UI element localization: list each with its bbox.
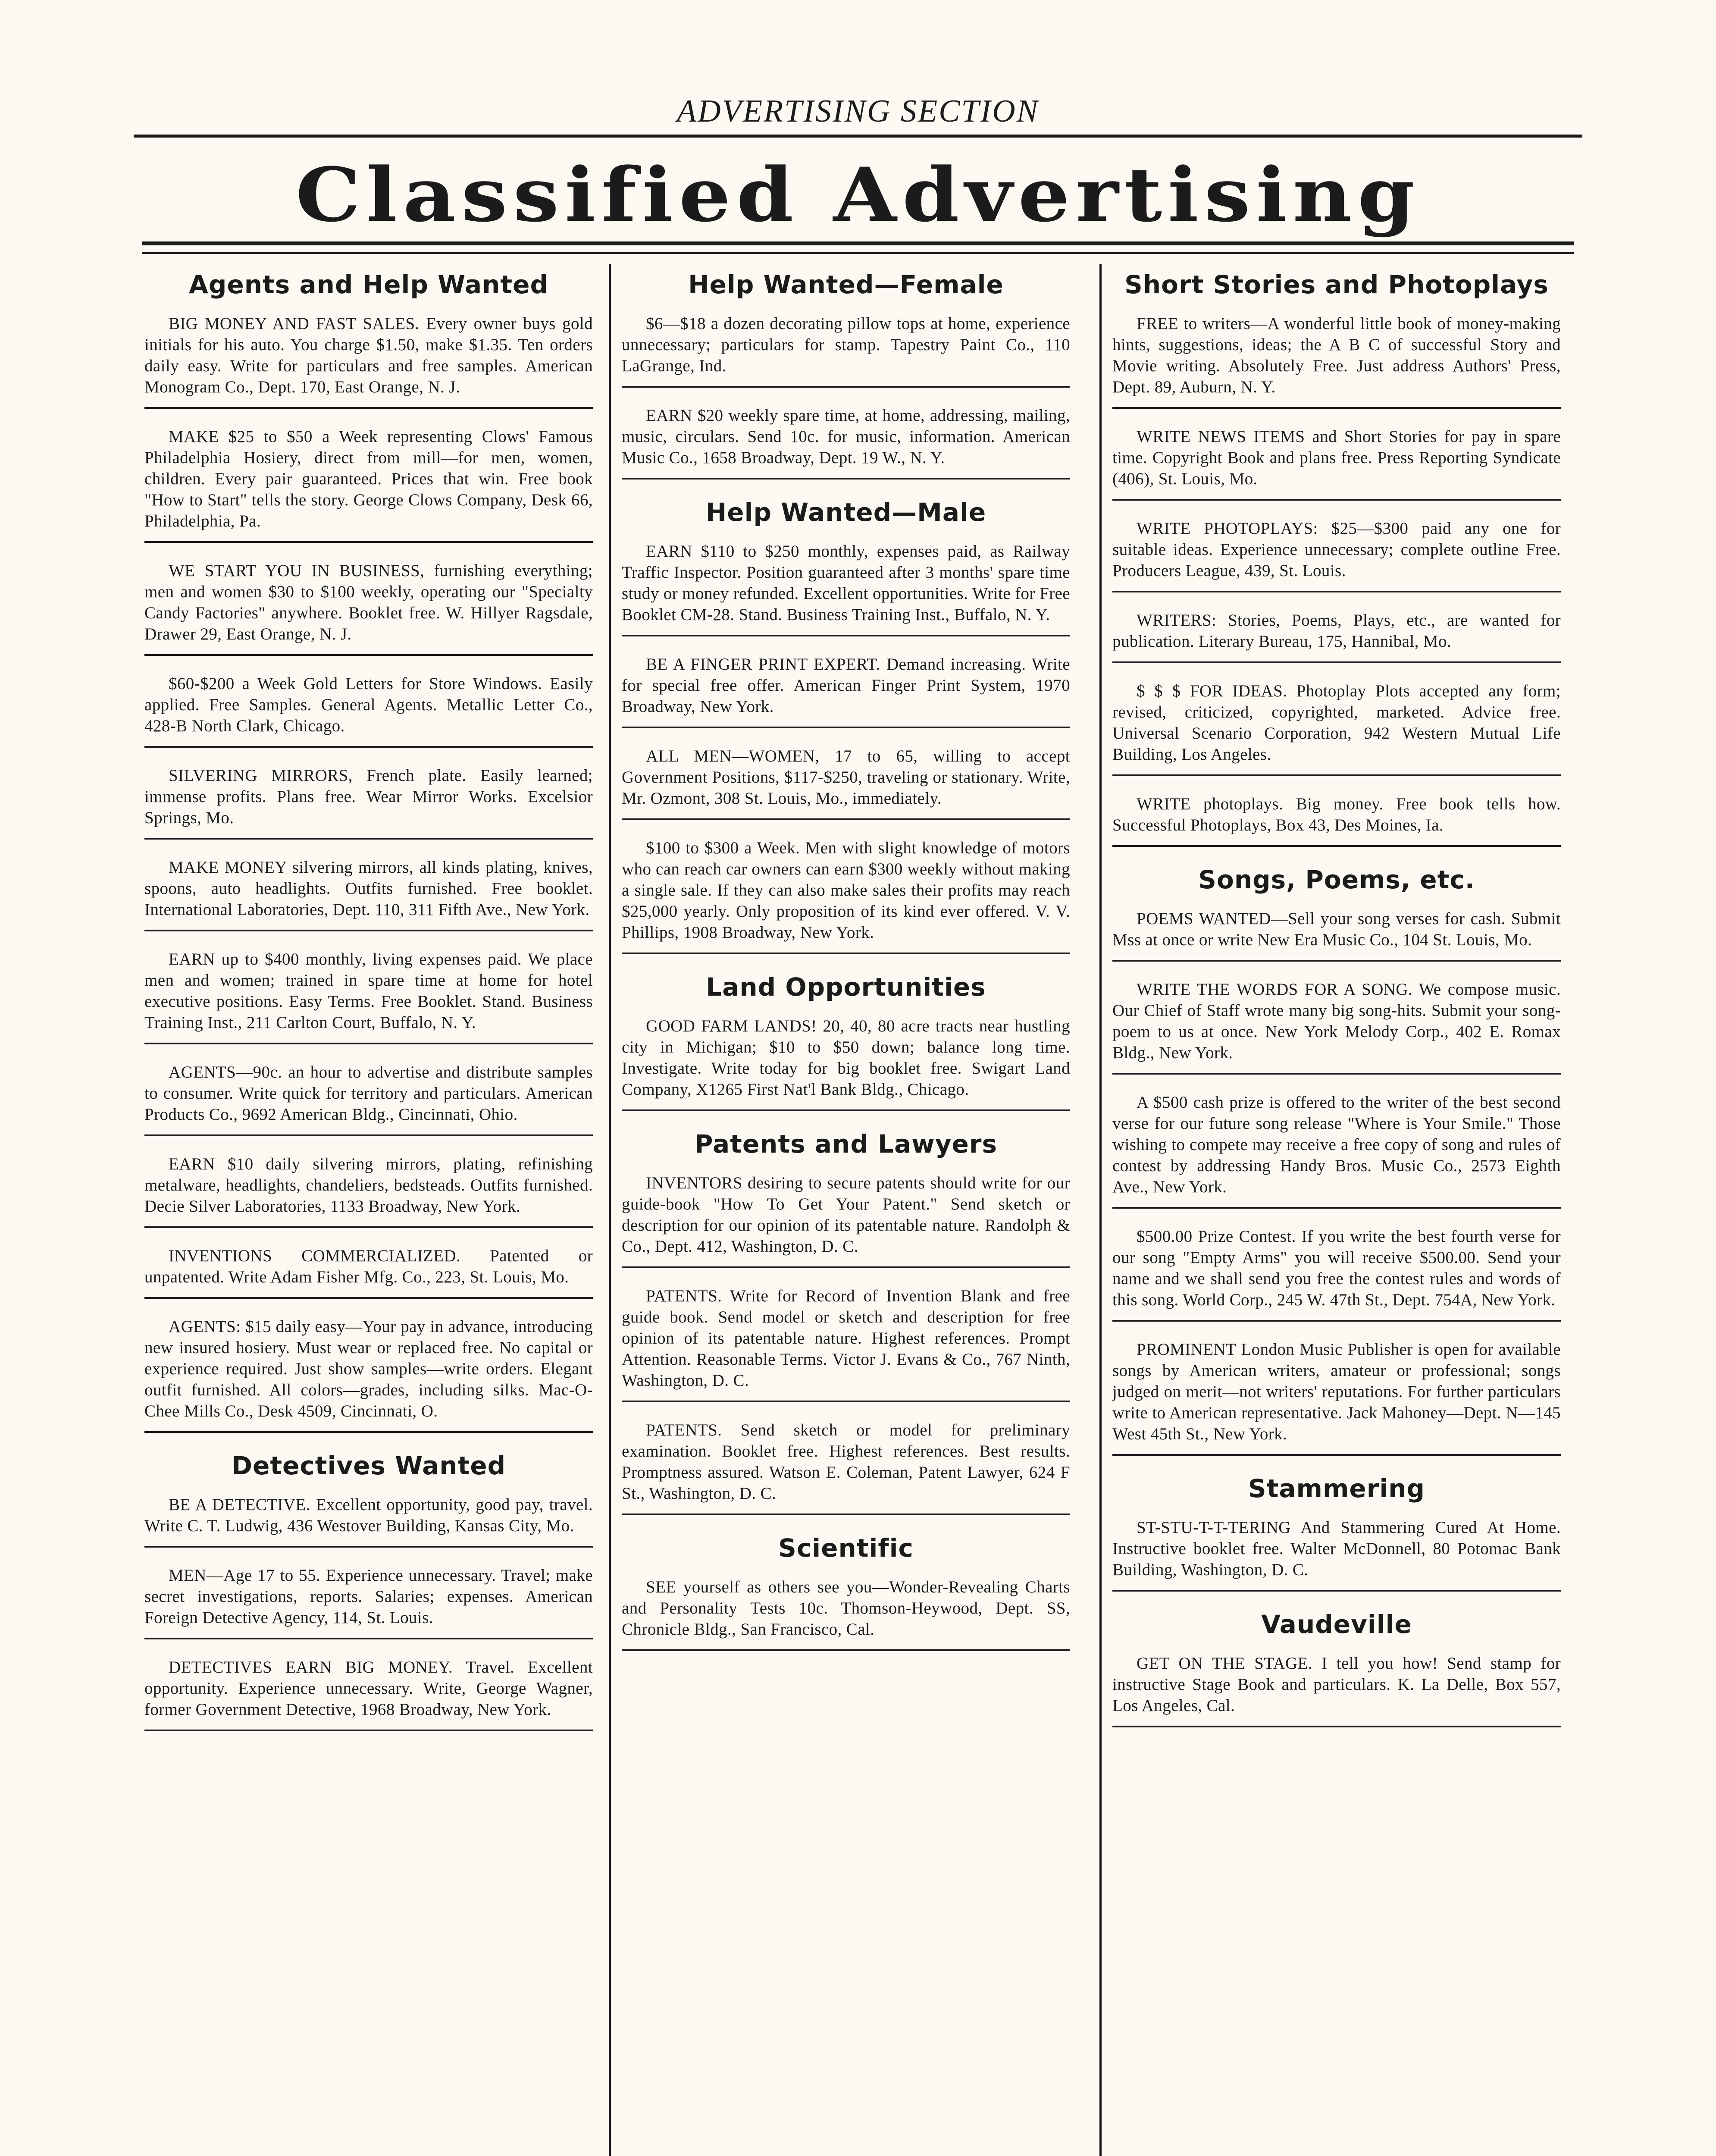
classified-ad: MAKE MONEY silvering mirrors, all kinds plating, knives, spoons, auto headlights. Outfits furnished. Free booklet. International Laboratories, Dept. 110, 311 Fifth Ave., New York. — [144, 858, 593, 919]
classified-ad: PATENTS. Write for Record of Invention Blank and free guide book. Send model or sketch and description for free opinion of its patentable nature. Highest references. Prompt Attention. Reasonable Terms. Victor J. Evans & Co., 767 Ninth, Washington, D. C. — [622, 1287, 1070, 1390]
classified-ad: MAKE $25 to $50 a Week representing Clows' Famous Philadelphia Hosiery, direct from mill—for men, women, children. Every pair guaranteed. Prices that win. Free book "How to Start" tells the story. George Clows Company, Desk 66, Philadelphia, Pa. — [144, 427, 593, 530]
ad-divider — [1112, 960, 1561, 962]
ad-divider — [622, 818, 1070, 820]
ad-divider — [1112, 1073, 1561, 1075]
title-rule-thick — [142, 241, 1574, 245]
classified-ad: INVENTORS desiring to secure patents should write for our guide-book "How To Get Your Patent." Send sketch or description for our opinion of its patentable nature. Randolph & Co., Dept. 412, Washington, D. C. — [622, 1174, 1070, 1256]
classified-ad: AGENTS: $15 daily easy—Your pay in advance, introducing new insured hosiery. Must wear or replaced free. No capital or experience required. Just show samples—write orders. Elegant outfit furnished. All colors—grades, including silks. Mac-O-Chee Mills Co., Desk 4509, Cincinnati, O. — [144, 1317, 593, 1420]
classified-ad: WE START YOU IN BUSINESS, furnishing everything; men and women $30 to $100 weekly, operating our "Specialty Candy Factories" anywhere. Booklet free. W. Hillyer Ragsdale, Drawer 29, East Orange, N. J. — [144, 561, 593, 643]
classified-ad: POEMS WANTED—Sell your song verses for cash. Submit Mss at once or write New Era Music Co., 104 St. Louis, Mo. — [1112, 909, 1561, 949]
ad-divider — [144, 930, 593, 931]
ad-divider — [144, 541, 593, 543]
classified-ad: BE A DETECTIVE. Excellent opportunity, good pay, travel. Write C. T. Ludwig, 436 Westover Building, Kansas City, Mo. — [144, 1495, 593, 1535]
classified-ad: $500.00 Prize Contest. If you write the best fourth verse for our song "Empty Arms" you will receive $500.00. Send your name and we shall send you free the contest rules and words of this song. World Corp., 245 W. 47th St., Dept. 754A, New York. — [1112, 1227, 1561, 1309]
classified-ad: EARN $20 weekly spare time, at home, addressing, mailing, music, circulars. Send 10c. for music, information. American Music Co., 1658 Broadway, Dept. 19 W., N. Y. — [622, 406, 1070, 467]
ad-divider — [1112, 774, 1561, 776]
ad-divider — [622, 1109, 1070, 1111]
classified-ad: EARN $10 daily silvering mirrors, plating, refinishing metalware, headlights, chandeliers, bedsteads. Outfits furnished. Decie Silver Laboratories, 1133 Broadway, New York. — [144, 1155, 593, 1216]
ad-divider — [622, 1649, 1070, 1651]
classified-ad: EARN $110 to $250 monthly, expenses paid, as Railway Traffic Inspector. Position guaranteed after 3 months' spare time study or money refunded. Excellent opportunities. Write for Free Booklet CM-28. Stand. Business Training Inst., Buffalo, N. Y. — [622, 542, 1070, 624]
ad-divider — [622, 635, 1070, 636]
classified-ad: WRITE PHOTOPLAYS: $25—$300 paid any one for suitable ideas. Experience unnecessary; complete outline Free. Producers League, 439, St. Louis. — [1112, 519, 1561, 580]
ad-divider — [1112, 1590, 1561, 1592]
ad-divider — [144, 1431, 593, 1433]
ad-divider — [1112, 499, 1561, 501]
ad-divider — [144, 1638, 593, 1639]
category-heading: Detectives Wanted — [231, 1451, 506, 1480]
classified-ad: $100 to $300 a Week. Men with slight knowledge of motors who can reach car owners can earn $300 weekly without making a single sale. If they can also make sales their profits may reach $25,000 yearly. Only proposition of its kind ever offered. V. V. Phillips, 1908 Broadway, New York. — [622, 839, 1070, 942]
ad-divider — [144, 1546, 593, 1548]
classified-ad: GET ON THE STAGE. I tell you how! Send stamp for instructive Stage Book and particulars. K. La Delle, Box 557, Los Angeles, Cal. — [1112, 1654, 1561, 1715]
ad-divider — [622, 1514, 1070, 1515]
title-rule-thin — [142, 252, 1574, 254]
page-title: Classified Advertising — [295, 151, 1421, 238]
classified-ad: WRITE NEWS ITEMS and Short Stories for pay in spare time. Copyright Book and plans free. Press Reporting Syndicate (406), St. Louis, Mo. — [1112, 427, 1561, 488]
ad-divider — [622, 1266, 1070, 1268]
classified-ad: WRITE photoplays. Big money. Free book tells how. Successful Photoplays, Box 43, Des Moines, Ia. — [1112, 795, 1561, 834]
ad-divider — [1112, 1726, 1561, 1727]
ad-divider — [622, 727, 1070, 728]
ad-divider — [144, 1043, 593, 1044]
ad-divider — [144, 746, 593, 748]
classified-ad: GOOD FARM LANDS! 20, 40, 80 acre tracts near hustling city in Michigan; $10 to $50 down; balance long time. Investigate. Write today for big booklet free. Swigart Land Company, X1265 First Nat'l Bank Bldg., Chicago. — [622, 1017, 1070, 1099]
ad-divider — [622, 953, 1070, 954]
category-heading: Vaudeville — [1261, 1610, 1412, 1639]
classified-ad: ALL MEN—WOMEN, 17 to 65, willing to accept Government Positions, $117-$250, traveling or stationary. Write, Mr. Ozmont, 308 St. Louis, Mo., immediately. — [622, 747, 1070, 808]
classified-ad: BIG MONEY AND FAST SALES. Every owner buys gold initials for his auto. You charge $1.50, make $1.35. Ten orders daily easy. Write for particulars and free samples. American Monogram Co., Dept. 170, East Orange, N. J. — [144, 314, 593, 396]
classified-ad: WRITERS: Stories, Poems, Plays, etc., are wanted for publication. Literary Bureau, 175, Hannibal, Mo. — [1112, 611, 1561, 651]
category-heading: Stammering — [1248, 1474, 1425, 1503]
classified-ad: INVENTIONS COMMERCIALIZED. Patented or unpatented. Write Adam Fisher Mfg. Co., 223, St. Louis, Mo. — [144, 1247, 593, 1286]
ad-divider — [144, 1730, 593, 1731]
classified-ad: $60-$200 a Week Gold Letters for Store Windows. Easily applied. Free Samples. General Agents. Metallic Letter Co., 428-B North Clark, Chicago. — [144, 674, 593, 735]
ad-divider — [622, 386, 1070, 388]
category-heading: Patents and Lawyers — [695, 1129, 997, 1159]
category-heading: Help Wanted—Male — [705, 498, 986, 527]
category-heading: Short Stories and Photoplays — [1124, 270, 1549, 299]
column-divider-1 — [609, 264, 611, 2156]
ad-divider — [144, 1226, 593, 1228]
section-header: ADVERTISING SECTION — [676, 94, 1040, 129]
classified-ad: PROMINENT London Music Publisher is open for available songs by American writers, amateur or professional; songs judged on merit—not writers' reputations. For further particulars write to American representative. Jack Mahoney—Dept. N—145 West 45th St., New York. — [1112, 1340, 1561, 1443]
classified-ad: BE A FINGER PRINT EXPERT. Demand increasing. Write for special free offer. American Finger Print System, 1970 Broadway, New York. — [622, 655, 1070, 716]
column-2 — [622, 267, 1070, 2156]
classified-ad: A $500 cash prize is offered to the writer of the best second verse for our future song release "Where is Your Smile." Those wishing to compete may receive a free copy of song and rules of contest by addressing Handy Bros. Music Co., 2573 Eighth Ave., New York. — [1112, 1093, 1561, 1196]
classified-ad: EARN up to $400 monthly, living expenses paid. We place men and women; trained in spare time at home for hotel executive positions. Easy Terms. Free Booklet. Stand. Business Training Inst., 211 Carlton Court, Buffalo, N. Y. — [144, 950, 593, 1032]
ad-divider — [1112, 661, 1561, 663]
category-heading: Agents and Help Wanted — [189, 270, 548, 299]
category-heading: Help Wanted—Female — [688, 270, 1004, 299]
ad-divider — [622, 1401, 1070, 1402]
ad-divider — [144, 654, 593, 656]
classified-ad: ST-STU-T-T-TERING And Stammering Cured At Home. Instructive booklet free. Walter McDonnell, 80 Potomac Bank Building, Washington, D. C. — [1112, 1518, 1561, 1579]
ad-divider — [144, 407, 593, 409]
header-rule-top — [134, 135, 1582, 138]
ad-divider — [1112, 1320, 1561, 1322]
ad-divider — [144, 838, 593, 840]
column-1 — [144, 267, 593, 2156]
classified-ad: FREE to writers—A wonderful little book of money-making hints, suggestions, ideas; the A B C of successful Story and Movie writing. Absolutely Free. Just address Authors' Press, Dept. 89, Auburn, N. Y. — [1112, 314, 1561, 396]
ad-divider — [1112, 407, 1561, 409]
classified-ad: SEE yourself as others see you—Wonder-Revealing Charts and Personality Tests 10c. Thomson-Heywood, Dept. SS, Chronicle Bldg., San Francisco, Cal. — [622, 1578, 1070, 1639]
ad-divider — [1112, 1207, 1561, 1209]
column-3 — [1112, 267, 1561, 2156]
column-divider-2 — [1099, 264, 1102, 2156]
classified-ad: SILVERING MIRRORS, French plate. Easily learned; immense profits. Plans free. Wear Mirror Works. Excelsior Springs, Mo. — [144, 766, 593, 827]
classified-ad: AGENTS—90c. an hour to advertise and distribute samples to consumer. Write quick for territory and particulars. American Products Co., 9692 American Bldg., Cincinnati, Ohio. — [144, 1063, 593, 1124]
ad-divider — [1112, 845, 1561, 847]
classified-ad: DETECTIVES EARN BIG MONEY. Travel. Excellent opportunity. Experience unnecessary. Write, George Wagner, former Government Detective, 1968 Broadway, New York. — [144, 1658, 593, 1719]
ad-divider — [144, 1134, 593, 1136]
category-heading: Songs, Poems, etc. — [1198, 865, 1475, 894]
ad-divider — [144, 1297, 593, 1299]
classified-ad: $6—$18 a dozen decorating pillow tops at home, experience unnecessary; particulars for stamp. Tapestry Paint Co., 110 LaGrange, Ind. — [622, 314, 1070, 375]
ad-divider — [1112, 591, 1561, 592]
classified-ad: MEN—Age 17 to 55. Experience unnecessary. Travel; make secret investigations, reports. Salaries; expenses. American Foreign Detective Agency, 114, St. Louis. — [144, 1566, 593, 1627]
ad-divider — [1112, 1454, 1561, 1456]
ad-divider — [622, 478, 1070, 479]
category-heading: Scientific — [778, 1533, 914, 1563]
classified-ad: PATENTS. Send sketch or model for preliminary examination. Booklet free. Highest references. Best results. Promptness assured. Watson E. Coleman, Patent Lawyer, 624 F St., Washington, D. C. — [622, 1421, 1070, 1503]
classified-ad: $ $ $ FOR IDEAS. Photoplay Plots accepted any form; revised, criticized, copyrighted, marketed. Advice free. Universal Scenario Corporation, 942 Western Mutual Life Building, Los Angeles. — [1112, 682, 1561, 764]
category-heading: Land Opportunities — [706, 972, 986, 1002]
classified-ad: WRITE THE WORDS FOR A SONG. We compose music. Our Chief of Staff wrote many big song-hits. Submit your song-poem to us at once. New York Melody Corp., 402 E. Romax Bldg., New York. — [1112, 980, 1561, 1062]
